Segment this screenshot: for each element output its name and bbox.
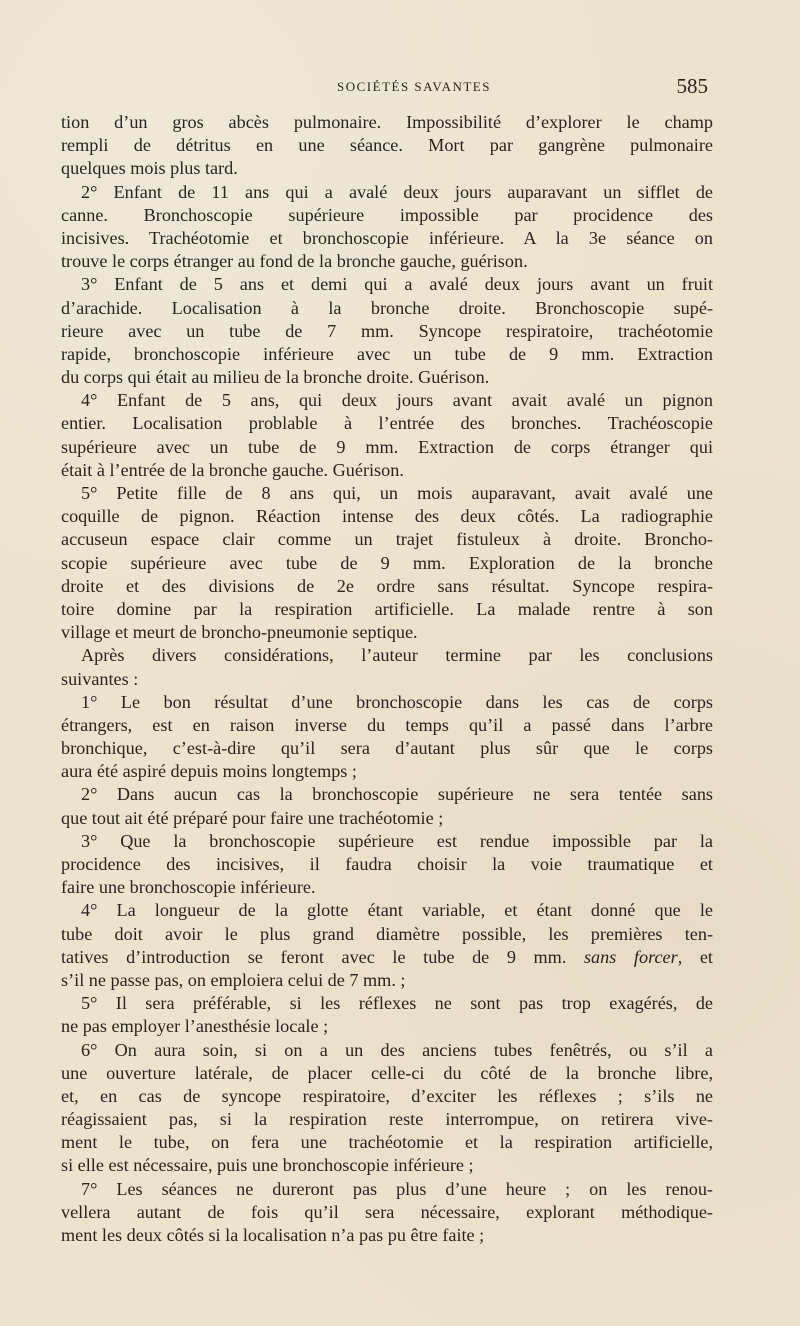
page-number: 585 bbox=[676, 74, 708, 98]
page-header bbox=[120, 74, 708, 104]
text-line: rempli de détritus en une séance. Mort par gangrène pulmonaire bbox=[61, 135, 713, 156]
text-line: procidence des incisives, il faudra choisir la voie traumatique et bbox=[61, 854, 713, 874]
text-line: du corps qui était au milieu de la bronche droite. Guérison. bbox=[61, 367, 490, 388]
text-line: village et meurt de broncho-pneumonie septique. bbox=[61, 622, 418, 643]
text-line: d’arachide. Localisation à la bronche droite. Bronchoscopie supé- bbox=[61, 297, 713, 318]
text-segment: , et bbox=[677, 946, 713, 967]
text-line: coquille de pignon. Réaction intense des deux côtés. La radiographie bbox=[61, 506, 713, 527]
text-line: tube doit avoir le plus grand diamètre possible, les premières ten- bbox=[61, 923, 713, 944]
text-line: 2° Enfant de 11 ans qui a avalé deux jours auparavant un sifflet de bbox=[81, 181, 713, 202]
text-line: 5° Il sera préférable, si les réflexes ne sont pas trop exagérés, de bbox=[81, 993, 713, 1014]
running-head: SOCIÉTÉS SAVANTES bbox=[337, 79, 491, 94]
text-line: vellera autant de fois qu’il sera nécessaire, explorant méthodique- bbox=[61, 1201, 713, 1222]
text-line: droite et des divisions de 2e ordre sans résultat. Syncope respira- bbox=[61, 575, 713, 596]
text-line: s’il ne passe pas, on emploiera celui de 7 mm. ; bbox=[61, 969, 406, 990]
text-line: Après divers considérations, l’auteur termine par les conclusions bbox=[81, 645, 713, 666]
text-line: 2° Dans aucun cas la bronchoscopie supérieure ne sera tentée sans bbox=[81, 784, 713, 805]
italic-phrase: sans forcer bbox=[583, 946, 678, 967]
text-line: que tout ait été préparé pour faire une trachéotomie ; bbox=[61, 807, 444, 828]
text-line: 5° Petite fille de 8 ans qui, un mois auparavant, avait avalé une bbox=[81, 483, 713, 503]
text-line: suivantes : bbox=[61, 668, 139, 689]
text-line: 3° Que la bronchoscopie supérieure est rendue impossible par la bbox=[81, 830, 713, 851]
text-line: supérieure avec un tube de 9 mm. Extraction de corps étranger qui bbox=[61, 436, 713, 457]
text-line: 7° Les séances ne dureront pas plus d’une heure ; on les renou- bbox=[81, 1178, 713, 1199]
text-line: 4° Enfant de 5 ans, qui deux jours avant avait avalé un pignon bbox=[81, 390, 713, 411]
text-line: étrangers, est en raison inverse du temps qu’il a passé dans l’arbre bbox=[61, 714, 713, 735]
text-line: incisives. Trachéotomie et bronchoscopie inférieure. A la 3e séance on bbox=[61, 227, 713, 248]
text-line: quelques mois plus tard. bbox=[61, 158, 238, 179]
text-line: une ouverture latérale, de placer celle-ci du côté de la bronche libre, bbox=[61, 1062, 713, 1083]
text-segment: tatives d’introduction se feront avec le tube de 9 mm. bbox=[61, 946, 567, 967]
text-line: 6° On aura soin, si on a un des anciens tubes fenêtrés, ou s’il a bbox=[81, 1039, 713, 1060]
text-line: trouve le corps étranger au fond de la bronche gauche, guérison. bbox=[61, 251, 528, 272]
body-text bbox=[61, 111, 713, 1247]
text-line: tion d’un gros abcès pulmonaire. Impossibilité d’explorer le champ bbox=[61, 112, 713, 132]
text-line: toire domine par la respiration artificielle. La malade rentre à son bbox=[61, 598, 713, 619]
text-line bbox=[61, 946, 713, 969]
text-line: aura été aspiré depuis moins longtemps ; bbox=[61, 761, 357, 782]
text-line: rapide, bronchoscopie inférieure avec un tube de 9 mm. Extraction bbox=[61, 343, 713, 364]
text-line: 1° Le bon résultat d’une bronchoscopie dans les cas de corps bbox=[81, 691, 713, 712]
text-line: faire une bronchoscopie inférieure. bbox=[61, 877, 316, 898]
text-line: ne pas employer l’anesthésie locale ; bbox=[61, 1016, 329, 1037]
text-line: canne. Bronchoscopie supérieure impossible par procidence des bbox=[61, 204, 713, 225]
text-line: ment le tube, on fera une trachéotomie et la respiration artificielle, bbox=[61, 1132, 713, 1153]
text-line: 4° La longueur de la glotte étant variable, et étant donné que le bbox=[81, 900, 713, 921]
text-line: rieure avec un tube de 7 mm. Syncope respiratoire, trachéotomie bbox=[61, 320, 713, 341]
text-line: scopie supérieure avec tube de 9 mm. Exploration de la bronche bbox=[61, 552, 713, 573]
text-line: 3° Enfant de 5 ans et demi qui a avalé deux jours avant un fruit bbox=[81, 274, 713, 295]
text-line: réagissaient pas, si la respiration reste interrompue, on retirera vive- bbox=[61, 1109, 713, 1130]
text-line: et, en cas de syncope respiratoire, d’exciter les réflexes ; s’ils ne bbox=[61, 1085, 713, 1106]
text-line: entier. Localisation problable à l’entrée des bronches. Trachéoscopie bbox=[61, 413, 713, 434]
text-line: accuseun espace clair comme un trajet fistuleux à droite. Broncho- bbox=[61, 529, 713, 550]
text-line: bronchique, c’est-à-dire qu’il sera d’autant plus sûr que le corps bbox=[61, 738, 713, 759]
text-line: si elle est nécessaire, puis une bronchoscopie inférieure ; bbox=[61, 1155, 474, 1176]
text-line: était à l’entrée de la bronche gauche. Guérison. bbox=[61, 459, 404, 480]
text-line: ment les deux côtés si la localisation n’a pas pu être faite ; bbox=[61, 1225, 485, 1245]
